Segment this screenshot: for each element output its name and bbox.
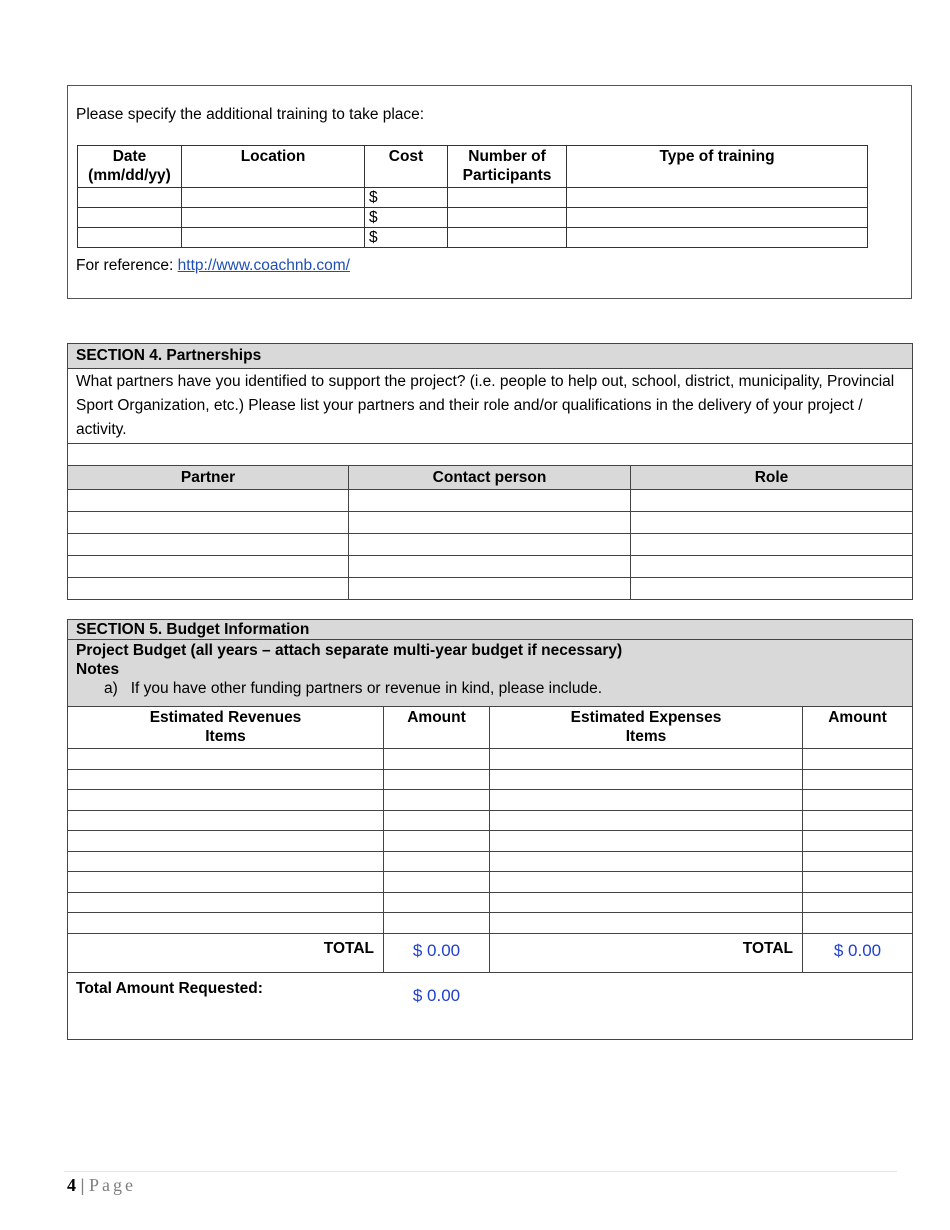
budget-header-row — [68, 707, 913, 749]
role-cell[interactable] — [631, 490, 913, 512]
revenue-amount-cell[interactable] — [384, 831, 490, 852]
training-type-cell[interactable] — [567, 188, 868, 208]
budget-row — [68, 872, 913, 893]
budget-row — [68, 749, 913, 770]
expense-total-value[interactable]: $ 0.00 — [803, 933, 913, 972]
training-header-row — [78, 146, 868, 188]
column-header-revenue-amount: Amount — [384, 707, 490, 749]
partnerships-description: What partners have you identified to support the project? (i.e. people to help out, school, district, municipality, Provincial Sport Organization, etc.) Please list your partners and their role and/or qualifications in the delivery of your project / activity. — [68, 369, 913, 444]
revenue-total-value[interactable]: $ 0.00 — [384, 933, 490, 972]
budget-section — [67, 619, 913, 1040]
role-cell[interactable] — [631, 512, 913, 534]
partner-row — [68, 556, 913, 578]
footer-separator: | — [80, 1175, 85, 1195]
revenue-total-label: TOTAL — [68, 933, 384, 972]
revenue-amount-cell[interactable] — [384, 790, 490, 811]
date-cell[interactable] — [78, 188, 182, 208]
column-header-contact: Contact person — [349, 466, 631, 490]
expense-item-cell[interactable] — [490, 790, 803, 811]
expense-item-cell[interactable] — [490, 769, 803, 790]
note-text: If you have other funding partners or revenue in kind, please include. — [130, 680, 603, 697]
budget-subtitle: Project Budget (all years – attach separate multi-year budget if necessary) — [76, 642, 623, 659]
participants-cell[interactable] — [448, 208, 567, 228]
expense-amount-cell[interactable] — [803, 769, 913, 790]
total-requested-label: Total Amount Requested: — [68, 972, 384, 1039]
revenue-item-cell[interactable] — [68, 749, 384, 770]
expense-amount-cell[interactable] — [803, 790, 913, 811]
reference-label: For reference: — [76, 257, 178, 274]
note-marker: a) — [104, 680, 118, 697]
expense-amount-cell[interactable] — [803, 913, 913, 934]
revenue-item-cell[interactable] — [68, 913, 384, 934]
partner-cell[interactable] — [68, 556, 349, 578]
column-header-date: Date (mm/dd/yy) — [78, 146, 182, 188]
column-header-expenses: Estimated Expenses Items — [490, 707, 803, 749]
expense-item-cell[interactable] — [490, 872, 803, 893]
requested-filler — [490, 972, 913, 1039]
contact-cell[interactable] — [349, 490, 631, 512]
totals-row — [68, 933, 913, 972]
participants-cell[interactable] — [448, 188, 567, 208]
role-cell[interactable] — [631, 578, 913, 600]
training-table — [77, 145, 868, 248]
participants-cell[interactable] — [448, 228, 567, 248]
revenue-amount-cell[interactable] — [384, 749, 490, 770]
revenue-amount-cell[interactable] — [384, 769, 490, 790]
column-header-participants: Number of Participants — [448, 146, 567, 188]
cost-cell[interactable]: $ — [365, 228, 448, 248]
partnerships-section — [67, 343, 913, 600]
expense-item-cell[interactable] — [490, 810, 803, 831]
revenue-amount-cell[interactable] — [384, 892, 490, 913]
budget-row — [68, 790, 913, 811]
training-section — [67, 85, 912, 299]
training-row — [78, 228, 868, 248]
partner-cell[interactable] — [68, 578, 349, 600]
page-number: 4 — [67, 1175, 76, 1195]
column-header-role: Role — [631, 466, 913, 490]
budget-row — [68, 892, 913, 913]
expense-amount-cell[interactable] — [803, 810, 913, 831]
role-cell[interactable] — [631, 556, 913, 578]
partner-cell[interactable] — [68, 490, 349, 512]
partner-row — [68, 490, 913, 512]
column-header-training-type: Type of training — [567, 146, 868, 188]
page-word: Page — [88, 1175, 136, 1195]
role-cell[interactable] — [631, 534, 913, 556]
date-cell[interactable] — [78, 208, 182, 228]
requested-row — [68, 972, 913, 1039]
notes-label: Notes — [76, 661, 120, 678]
column-header-cost: Cost — [365, 146, 448, 188]
revenue-amount-cell[interactable] — [384, 872, 490, 893]
expense-item-cell[interactable] — [490, 892, 803, 913]
budget-row — [68, 913, 913, 934]
contact-cell[interactable] — [349, 512, 631, 534]
partner-row — [68, 534, 913, 556]
column-header-revenues: Estimated Revenues Items — [68, 707, 384, 749]
section-title: SECTION 4. Partnerships — [68, 344, 913, 369]
column-header-expense-amount: Amount — [803, 707, 913, 749]
budget-notes — [68, 640, 913, 707]
revenue-amount-cell[interactable] — [384, 913, 490, 934]
expense-amount-cell[interactable] — [803, 892, 913, 913]
training-prompt: Please specify the additional training to take place: — [76, 106, 425, 123]
section-title: SECTION 5. Budget Information — [68, 620, 913, 640]
expense-item-cell[interactable] — [490, 913, 803, 934]
spacer-row — [68, 444, 913, 466]
total-requested-value[interactable]: $ 0.00 — [384, 972, 490, 1039]
expense-item-cell[interactable] — [490, 831, 803, 852]
location-cell[interactable] — [182, 188, 365, 208]
location-cell[interactable] — [182, 208, 365, 228]
location-cell[interactable] — [182, 228, 365, 248]
date-cell[interactable] — [78, 228, 182, 248]
revenue-item-cell[interactable] — [68, 831, 384, 852]
coachnb-link[interactable]: http://www.coachnb.com/ — [177, 257, 350, 274]
budget-row — [68, 810, 913, 831]
note-item — [76, 679, 904, 698]
expense-amount-cell[interactable] — [803, 872, 913, 893]
page-footer — [67, 1175, 136, 1196]
revenue-item-cell[interactable] — [68, 872, 384, 893]
expense-amount-cell[interactable] — [803, 749, 913, 770]
column-header-partner: Partner — [68, 466, 349, 490]
expense-item-cell[interactable] — [490, 749, 803, 770]
expense-item-cell[interactable] — [490, 851, 803, 872]
training-type-cell[interactable] — [567, 208, 868, 228]
column-header-location: Location — [182, 146, 365, 188]
expense-amount-cell[interactable] — [803, 851, 913, 872]
contact-cell[interactable] — [349, 534, 631, 556]
reference-line — [76, 257, 350, 275]
revenue-item-cell[interactable] — [68, 769, 384, 790]
training-type-cell[interactable] — [567, 228, 868, 248]
revenue-item-cell[interactable] — [68, 892, 384, 913]
expense-amount-cell[interactable] — [803, 831, 913, 852]
partner-row — [68, 512, 913, 534]
cost-cell[interactable]: $ — [365, 208, 448, 228]
training-row — [78, 188, 868, 208]
revenue-item-cell[interactable] — [68, 810, 384, 831]
partners-header-row — [68, 466, 913, 490]
training-row — [78, 208, 868, 228]
revenue-amount-cell[interactable] — [384, 851, 490, 872]
budget-row — [68, 769, 913, 790]
revenue-item-cell[interactable] — [68, 790, 384, 811]
revenue-item-cell[interactable] — [68, 851, 384, 872]
expense-total-label: TOTAL — [490, 933, 803, 972]
contact-cell[interactable] — [349, 556, 631, 578]
revenue-amount-cell[interactable] — [384, 810, 490, 831]
partner-cell[interactable] — [68, 534, 349, 556]
budget-row — [68, 831, 913, 852]
cost-cell[interactable]: $ — [365, 188, 448, 208]
budget-row — [68, 851, 913, 872]
footer-divider — [64, 1171, 897, 1172]
partner-cell[interactable] — [68, 512, 349, 534]
partner-row — [68, 578, 913, 600]
contact-cell[interactable] — [349, 578, 631, 600]
